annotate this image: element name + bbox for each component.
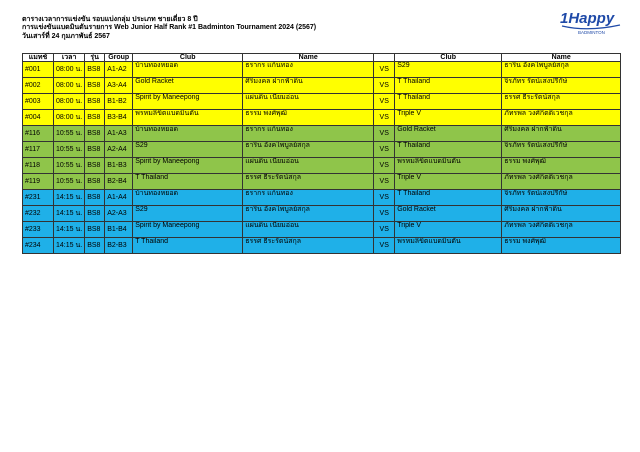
- player-2: ธรรม พงศ์พุฒิ: [502, 158, 621, 174]
- match-number: #119: [23, 174, 54, 190]
- player-2: ภัทรพล วงศ์กิตติเวชกุล: [502, 110, 621, 126]
- col-header-time: เวลา: [54, 54, 85, 62]
- match-time: 10:55 น.: [54, 142, 85, 158]
- vs-label: VS: [374, 126, 395, 142]
- col-header-group: Group: [105, 54, 133, 62]
- match-number: #232: [23, 206, 54, 222]
- vs-label: VS: [374, 238, 395, 254]
- vs-label: VS: [374, 78, 395, 94]
- table-row: [23, 94, 621, 110]
- match-time: 14:15 น.: [54, 238, 85, 254]
- match-class: BS8: [85, 142, 105, 158]
- club-1: บ้านทองหยอด: [133, 126, 243, 142]
- match-class: BS8: [85, 174, 105, 190]
- vs-label: VS: [374, 94, 395, 110]
- table-row: [23, 142, 621, 158]
- match-number: #118: [23, 158, 54, 174]
- club-1: S29: [133, 206, 243, 222]
- match-time: 10:55 น.: [54, 126, 85, 142]
- match-group: A1-A3: [105, 126, 133, 142]
- match-number: #116: [23, 126, 54, 142]
- col-header-club1: Club: [133, 54, 243, 62]
- player-1: ธาริน อังคไพบูลย์สกุล: [243, 142, 374, 158]
- player-1: แผ่นดิน เนียมอ่อน: [243, 222, 374, 238]
- match-class: BS8: [85, 222, 105, 238]
- document-header: [22, 16, 316, 41]
- match-number: #233: [23, 222, 54, 238]
- match-class: BS8: [85, 62, 105, 78]
- player-2: ธรรศ ธีระรัตน์สกุล: [502, 94, 621, 110]
- club-1: บ้านทองหยอด: [133, 62, 243, 78]
- club-2: Gold Racket: [395, 206, 502, 222]
- club-1: บ้านทองหยอด: [133, 190, 243, 206]
- vs-label: VS: [374, 62, 395, 78]
- club-2: พรหมลิขิตแบดมินตัน: [395, 238, 502, 254]
- match-time: 14:15 น.: [54, 222, 85, 238]
- club-2: Triple V: [395, 110, 502, 126]
- club-1: Spirit by Maneepong: [133, 158, 243, 174]
- club-2: T Thailand: [395, 94, 502, 110]
- club-1: Spirit by Maneepong: [133, 94, 243, 110]
- player-1: ธรรม พงศ์พุฒิ: [243, 110, 374, 126]
- col-header-club2: Club: [395, 54, 502, 62]
- match-number: #231: [23, 190, 54, 206]
- logo-text-main: 1Happy: [560, 10, 615, 27]
- schedule-table: [22, 53, 621, 254]
- match-time: 08:00 น.: [54, 62, 85, 78]
- player-2: ธรรม พงศ์พุฒิ: [502, 238, 621, 254]
- vs-label: VS: [374, 158, 395, 174]
- player-1: ธรากร แก้นทอง: [243, 62, 374, 78]
- player-1: ศิริมงคล ฝากฟ้าดิน: [243, 78, 374, 94]
- match-class: BS8: [85, 94, 105, 110]
- match-class: BS8: [85, 206, 105, 222]
- player-2: จิรภัทร รัตน์เสงปรีกัษ์: [502, 142, 621, 158]
- player-1: ธรรศ ธีระรัตน์สกุล: [243, 238, 374, 254]
- table-row: [23, 190, 621, 206]
- match-group: B1-B3: [105, 158, 133, 174]
- player-2: ศิริมงคล ฝากฟ้าดิน: [502, 206, 621, 222]
- header-title: ตารางเวลาการแข่งขัน รอบแบ่งกลุ่ม ประเภท ชายเดี่ยว 8 ปี: [22, 16, 198, 23]
- match-group: B3-B4: [105, 110, 133, 126]
- club-1: S29: [133, 142, 243, 158]
- header-date: วันเสาร์ที่ 24 กุมภาพันธ์ 2567: [22, 32, 110, 40]
- happy-badminton-logo: [558, 8, 624, 36]
- club-2: Triple V: [395, 174, 502, 190]
- player-1: ธรรศ ธีระรัตน์สกุล: [243, 174, 374, 190]
- match-number: #117: [23, 142, 54, 158]
- match-class: BS8: [85, 110, 105, 126]
- club-2: Triple V: [395, 222, 502, 238]
- vs-label: VS: [374, 206, 395, 222]
- table-row: [23, 110, 621, 126]
- player-2: จิรภัทร รัตน์เสงปรีกัษ์: [502, 190, 621, 206]
- match-time: 10:55 น.: [54, 158, 85, 174]
- match-class: BS8: [85, 78, 105, 94]
- match-number: #002: [23, 78, 54, 94]
- col-header-match: แมทช์: [23, 54, 54, 62]
- table-header-row: [23, 54, 621, 62]
- match-time: 08:00 น.: [54, 94, 85, 110]
- vs-label: VS: [374, 190, 395, 206]
- table-row: [23, 222, 621, 238]
- player-2: ธาริน อังคไพบูลย์สกุล: [502, 62, 621, 78]
- player-2: ภัทรพล วงศ์กิตติเวชกุล: [502, 222, 621, 238]
- col-header-vs: [374, 54, 395, 62]
- player-1: ธาริน อังคไพบูลย์สกุล: [243, 206, 374, 222]
- match-time: 14:15 น.: [54, 190, 85, 206]
- player-1: ธรากร แก้นทอง: [243, 126, 374, 142]
- club-2: T Thailand: [395, 142, 502, 158]
- match-number: #001: [23, 62, 54, 78]
- table-row: [23, 238, 621, 254]
- table-row: [23, 78, 621, 94]
- club-1: Spirit by Maneepong: [133, 222, 243, 238]
- match-group: A2-A4: [105, 142, 133, 158]
- match-group: A1-A4: [105, 190, 133, 206]
- match-group: B1-B2: [105, 94, 133, 110]
- match-time: 14:15 น.: [54, 206, 85, 222]
- vs-label: VS: [374, 222, 395, 238]
- club-1: T Thailand: [133, 238, 243, 254]
- match-group: B2-B4: [105, 174, 133, 190]
- col-header-class: รุ่น: [85, 54, 105, 62]
- col-header-name1: Name: [243, 54, 374, 62]
- club-1: Gold Racket: [133, 78, 243, 94]
- club-1: T Thailand: [133, 174, 243, 190]
- club-2: Gold Racket: [395, 126, 502, 142]
- table-row: [23, 206, 621, 222]
- player-1: ธรากร แก้นทอง: [243, 190, 374, 206]
- match-number: #234: [23, 238, 54, 254]
- player-2: ภัทรพล วงศ์กิตติเวชกุล: [502, 174, 621, 190]
- match-time: 08:00 น.: [54, 110, 85, 126]
- player-2: ศิริมงคล ฝากฟ้าดิน: [502, 126, 621, 142]
- club-2: S29: [395, 62, 502, 78]
- club-1: พรหมลิขิตแบดมินตัน: [133, 110, 243, 126]
- table-row: [23, 174, 621, 190]
- col-header-name2: Name: [502, 54, 621, 62]
- match-class: BS8: [85, 158, 105, 174]
- player-1: แผ่นดิน เนียมอ่อน: [243, 94, 374, 110]
- match-number: #003: [23, 94, 54, 110]
- table-row: [23, 126, 621, 142]
- logo-text-sub: BADMINTON: [578, 30, 605, 35]
- vs-label: VS: [374, 174, 395, 190]
- match-time: 08:00 น.: [54, 78, 85, 94]
- club-2: T Thailand: [395, 190, 502, 206]
- match-group: A1-A2: [105, 62, 133, 78]
- table-row: [23, 62, 621, 78]
- match-group: A2-A3: [105, 206, 133, 222]
- match-group: B2-B3: [105, 238, 133, 254]
- match-class: BS8: [85, 238, 105, 254]
- vs-label: VS: [374, 142, 395, 158]
- match-number: #004: [23, 110, 54, 126]
- match-group: B1-B4: [105, 222, 133, 238]
- player-1: แผ่นดิน เนียมอ่อน: [243, 158, 374, 174]
- vs-label: VS: [374, 110, 395, 126]
- club-2: พรหมลิขิตแบดมินตัน: [395, 158, 502, 174]
- table-row: [23, 158, 621, 174]
- header-tournament: การแข่งขันแบดมินตันรายการ Web Junior Half Rank #1 Badminton Tournament 2024 (2567): [22, 24, 317, 32]
- player-2: จิรภัทร รัตน์เสงปรีกัษ์: [502, 78, 621, 94]
- club-2: T Thailand: [395, 78, 502, 94]
- match-time: 10:55 น.: [54, 174, 85, 190]
- match-group: A3-A4: [105, 78, 133, 94]
- match-class: BS8: [85, 190, 105, 206]
- match-class: BS8: [85, 126, 105, 142]
